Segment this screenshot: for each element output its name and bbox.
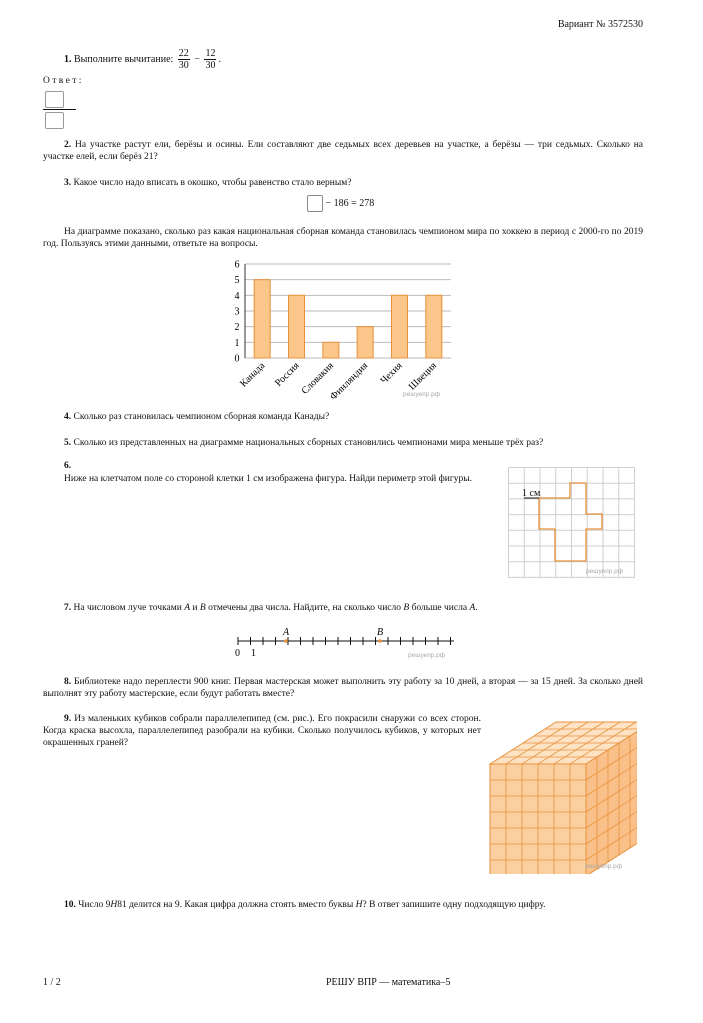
task-1 bbox=[64, 48, 221, 71]
task-10-var2: Н bbox=[355, 900, 363, 910]
y-tick-label-6: 6 bbox=[234, 259, 240, 271]
bar-Финляндия bbox=[357, 327, 373, 358]
footer-title: РЕШУ ВПР — математика–5 bbox=[326, 977, 451, 988]
task-1-number: 1. bbox=[64, 53, 72, 65]
x-tick-label-Словакия: Словакия bbox=[299, 360, 336, 397]
y-tick-label-4: 4 bbox=[234, 290, 240, 302]
task-10-number: 10. bbox=[64, 900, 76, 910]
answer-label: О т в е т : bbox=[43, 76, 82, 86]
fraction-2-denominator: 30 bbox=[205, 60, 216, 71]
chart-intro-text: На диаграмме показано, сколько раз какая национальная сборная команда становилась чемпионом мира по хоккею в период с 2000-го по 2019 год. Пользуясь этими данными, ответьте на вопросы. bbox=[43, 227, 643, 249]
fraction-2-numerator: 12 bbox=[205, 48, 216, 59]
chart-watermark: решуепр.рф bbox=[403, 391, 441, 398]
task-10-t3: ? В ответ запишите одну подходящую цифру. bbox=[362, 900, 546, 910]
x-tick-label-Швеция: Швеция bbox=[406, 360, 439, 393]
task-10-var: Н bbox=[110, 900, 118, 910]
task-6-number bbox=[64, 461, 71, 471]
task-3 bbox=[43, 177, 643, 189]
label-0: 0 bbox=[235, 648, 240, 659]
answer-denominator-box[interactable] bbox=[45, 112, 64, 129]
task-9-text: Из маленьких кубиков собрали параллелепипед (см. рис.). Его покрасили снаружи со всех сторон. Когда краска высохла, параллелепипед разобрали на кубики. Сколько получилось кубиков, у которых нет окрашенных граней? bbox=[43, 714, 482, 748]
bar-Швеция bbox=[426, 295, 442, 358]
answer-numerator-box[interactable] bbox=[45, 91, 64, 108]
task-7-t5: . bbox=[475, 603, 478, 613]
task-4 bbox=[43, 411, 643, 423]
task-1-period: . bbox=[218, 53, 221, 65]
task-7-number: 7. bbox=[64, 603, 72, 613]
y-tick-label-2: 2 bbox=[234, 322, 240, 334]
minus-sign: − bbox=[194, 53, 200, 65]
cross-figure bbox=[539, 483, 602, 561]
task-4-text: Сколько раз становилась чемпионом сборная команда Канады? bbox=[73, 412, 330, 422]
bar-Канада bbox=[254, 280, 270, 358]
task-6-num: 6. bbox=[64, 461, 72, 471]
task-2-number: 2. bbox=[64, 140, 72, 150]
task-7-var-a2: A bbox=[469, 603, 476, 613]
y-tick-label-1: 1 bbox=[234, 337, 240, 349]
task-10-t2: 81 делится на 9. Какая цифра должна стоять вместо буквы bbox=[117, 900, 356, 910]
x-tick-label-Финляндия: Финляндия bbox=[328, 360, 371, 403]
cuboid-watermark: решуепр.рф bbox=[585, 863, 623, 870]
task-5-text: Сколько из представленных на диаграмме национальных сборных становились чемпионами мира меньше трёх раз? bbox=[73, 438, 544, 448]
task-4-number: 4. bbox=[64, 412, 72, 422]
task-2 bbox=[43, 139, 643, 163]
task-7-t1: На числовом луче точками bbox=[73, 603, 185, 613]
fraction-1-denominator: 30 bbox=[178, 60, 189, 71]
task-10 bbox=[43, 899, 643, 911]
task-5 bbox=[43, 437, 643, 449]
task-7-var-a1: A bbox=[184, 603, 191, 613]
task-3-text: Какое число надо вписать в окошко, чтобы равенство стало верным? bbox=[73, 178, 352, 188]
fraction-1-numerator: 22 bbox=[178, 48, 189, 59]
point-b bbox=[378, 639, 382, 643]
task-9-number: 9. bbox=[64, 714, 72, 724]
task-7-t2: и bbox=[190, 603, 200, 613]
task-8 bbox=[43, 676, 643, 700]
y-tick-label-3: 3 bbox=[234, 306, 240, 318]
bar-Словакия bbox=[323, 342, 339, 358]
page-number: 1 / 2 bbox=[43, 977, 61, 988]
task-10-t1: Число 9 bbox=[78, 900, 111, 910]
answer-fraction-line bbox=[43, 109, 76, 110]
bar-Россия bbox=[289, 295, 305, 358]
task-3-number: 3. bbox=[64, 178, 72, 188]
task-7-t3: отмечены два числа. Найдите, на сколько число bbox=[205, 603, 404, 613]
task-2-text: На участке растут ели, берёзы и осины. Ели составляют две седьмых всех деревьев на участке, а берёзы — три седьмых. Сколько на участке елей, если берёз 21? bbox=[43, 140, 643, 162]
equation-text: − 186 = 278 bbox=[325, 197, 375, 209]
answer-fraction-input[interactable] bbox=[43, 91, 77, 127]
ray-watermark: решуепр.рф bbox=[408, 652, 446, 659]
task-5-number: 5. bbox=[64, 438, 72, 448]
task-8-text: Библиотеке надо переплести 900 книг. Первая мастерская может выполнить эту работу за 10 дней, а вторая — за 15 дней. За сколько дней выполнят эту работу мастерские, если будут работать вместе? bbox=[43, 677, 643, 699]
variant-header: Вариант № 3572530 bbox=[557, 19, 643, 30]
task-6-text: Ниже на клетчатом поле со стороной клетки 1 см изображена фигура. Найди периметр этой фигуры. bbox=[64, 474, 472, 484]
y-tick-label-5: 5 bbox=[234, 275, 240, 287]
task-1-text: Выполните вычитание: bbox=[74, 53, 174, 65]
label-a: A bbox=[283, 627, 290, 638]
task-7 bbox=[43, 602, 643, 614]
task-6-grid-figure bbox=[508, 467, 636, 579]
bar-Чехия bbox=[392, 295, 408, 358]
x-tick-label-Чехия: Чехия bbox=[378, 360, 405, 387]
x-tick-label-Россия: Россия bbox=[273, 360, 302, 389]
fraction-2 bbox=[204, 48, 216, 71]
fraction-1 bbox=[178, 48, 190, 71]
task-3-equation bbox=[307, 195, 374, 212]
task-8-number: 8. bbox=[64, 677, 72, 687]
task-7-var-b1: B bbox=[199, 603, 206, 613]
task-7-var-b2: B bbox=[403, 603, 410, 613]
x-tick-label-Канада: Канада bbox=[238, 360, 268, 390]
point-a bbox=[284, 639, 288, 643]
y-tick-label-0: 0 bbox=[234, 353, 240, 365]
equation-answer-box[interactable] bbox=[307, 195, 323, 212]
hockey-champions-chart bbox=[225, 255, 460, 403]
label-1: 1 bbox=[251, 648, 256, 659]
grid-label-1cm: 1 см bbox=[522, 488, 541, 499]
parallelepiped-figure bbox=[487, 716, 637, 874]
number-ray bbox=[230, 624, 460, 660]
chart-intro bbox=[43, 226, 643, 250]
grid-watermark: решуепр.рф bbox=[586, 568, 624, 575]
task-7-t4: больше числа bbox=[409, 603, 470, 613]
task-9 bbox=[43, 713, 481, 749]
label-b: B bbox=[377, 627, 384, 638]
